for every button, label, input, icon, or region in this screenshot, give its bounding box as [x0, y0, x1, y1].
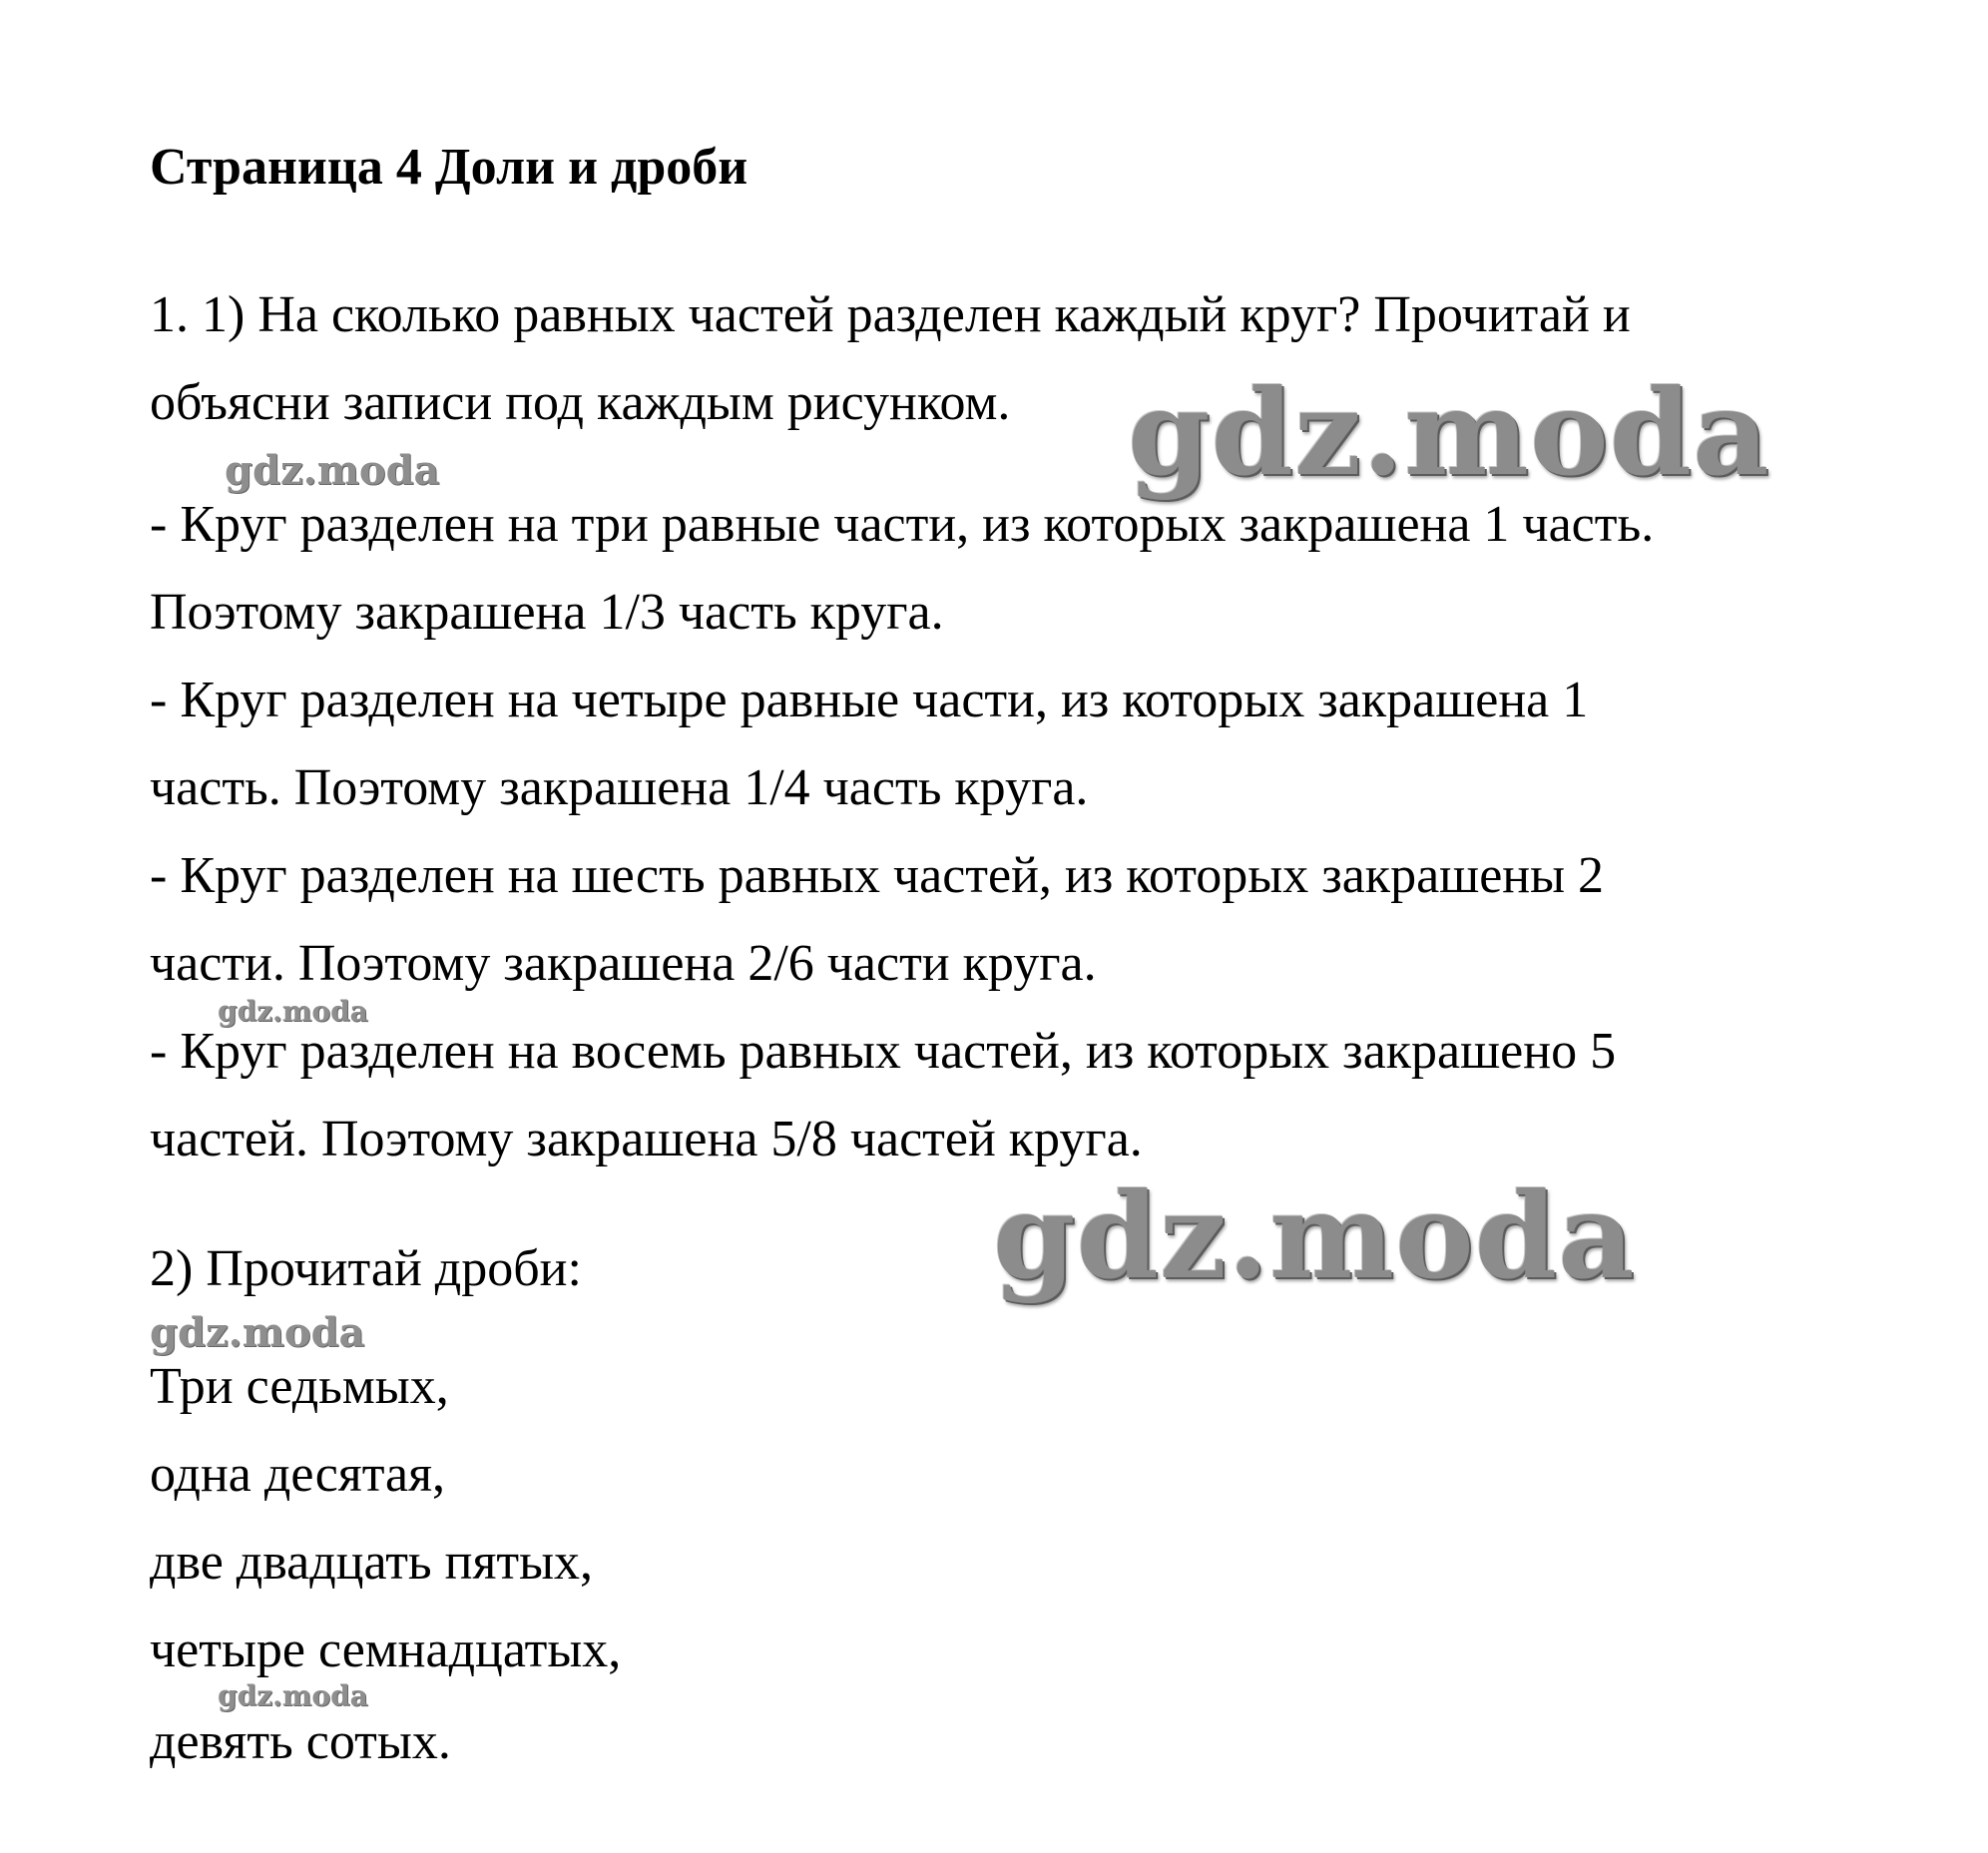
answer-4-line1: - Круг разделен на восемь равных частей, из которых закрашено 5 — [150, 1023, 1617, 1080]
fraction-item: девять сотых. — [150, 1713, 451, 1770]
answer-3-line1: - Круг разделен на шесть равных частей, из которых закрашены 2 — [150, 847, 1605, 904]
task1-question-line2: объясни записи под каждым рисунком. — [150, 374, 1011, 431]
answer-1-line2: Поэтому закрашена 1/3 часть круга. — [150, 584, 944, 641]
watermark-logo: gdz.moda — [1128, 363, 1770, 502]
watermark-logo: gdz.moda — [993, 1166, 1636, 1305]
answer-1-line1: - Круг разделен на три равные части, из которых закрашена 1 часть. — [150, 496, 1655, 553]
watermark-logo: gdz.moda — [225, 447, 440, 494]
answer-4-line2: частей. Поэтому закрашена 5/8 частей круга. — [150, 1111, 1143, 1167]
answer-2-line2: часть. Поэтому закрашена 1/4 часть круга. — [150, 759, 1089, 816]
answer-2-line1: - Круг разделен на четыре равные части, из которых закрашена 1 — [150, 672, 1589, 728]
task2-question: 2) Прочитай дроби: — [150, 1240, 582, 1297]
task1-question-line1: 1. 1) На сколько равных частей разделен каждый круг? Прочитай и — [150, 286, 1631, 343]
watermark-logo: gdz.moda — [150, 1309, 365, 1356]
page-title: Страница 4 Доли и дроби — [150, 139, 748, 196]
fraction-item: четыре семнадцатых, — [150, 1621, 622, 1678]
fraction-item: Три седьмых, — [150, 1358, 449, 1415]
fraction-item: одна десятая, — [150, 1446, 446, 1503]
answer-3-line2: части. Поэтому закрашена 2/6 части круга. — [150, 935, 1097, 992]
watermark-logo: gdz.moda — [218, 1679, 368, 1712]
fraction-item: две двадцать пятых, — [150, 1534, 594, 1591]
watermark-logo: gdz.moda — [218, 995, 368, 1028]
